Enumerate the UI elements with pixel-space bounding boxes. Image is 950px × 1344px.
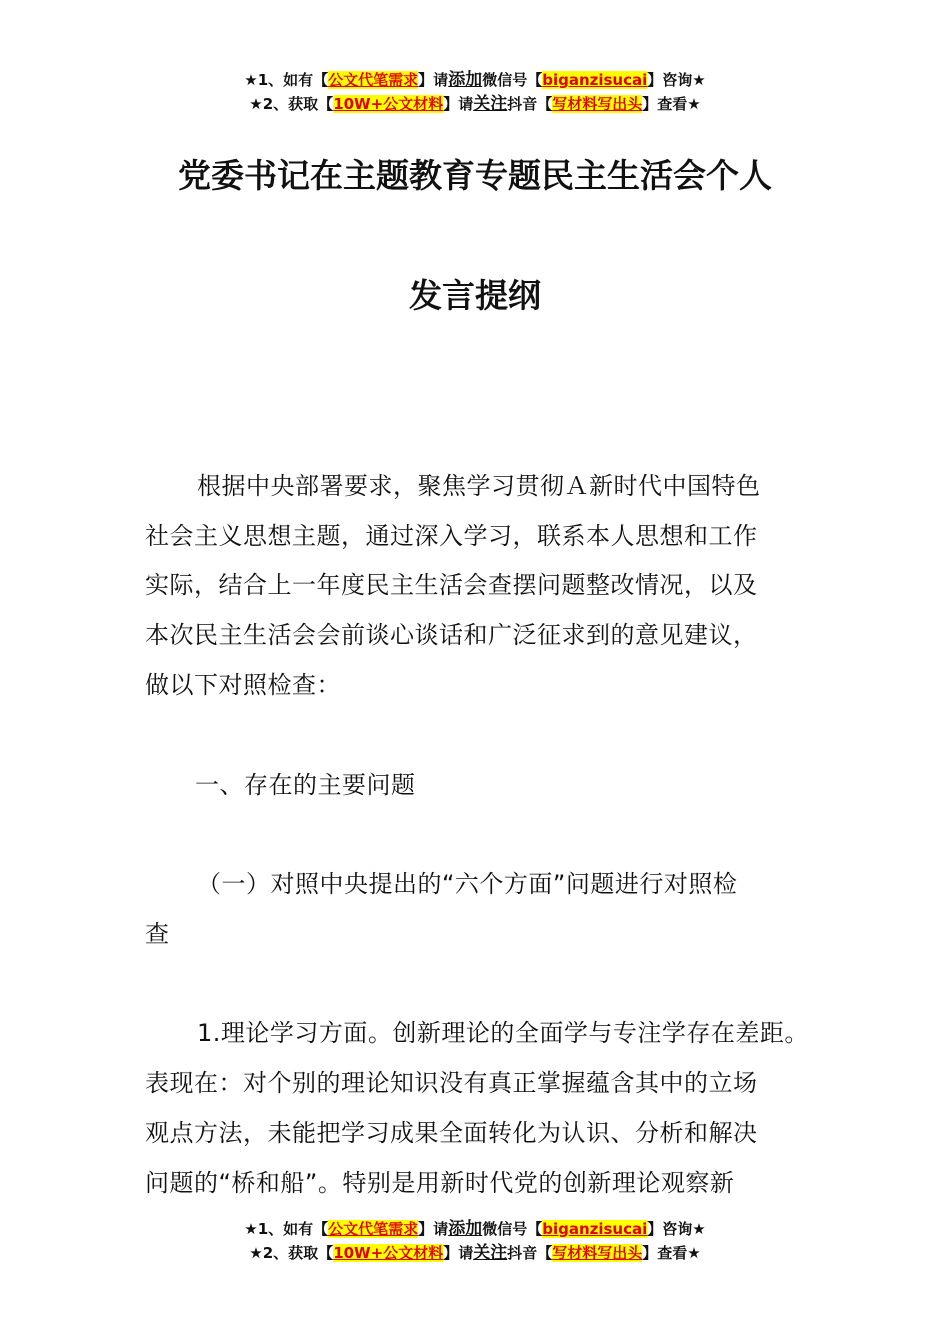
- paragraph-line: 1.理论学习方面。创新理论的全面学与专注学存在差距。: [197, 1019, 809, 1047]
- banner-line-2: ★2、获取【10W+公文材料】请关注抖音【写材料写出头】查看★: [249, 1243, 701, 1263]
- paragraph-line: 本次民主生活会会前谈心谈话和广泛征求到的意见建议，: [145, 621, 758, 649]
- banner-line-2: ★2、获取【10W+公文材料】请关注抖音【写材料写出头】查看★: [249, 94, 701, 114]
- promo-banner-top: [0, 68, 950, 116]
- paragraph-line: 观点方法，未能把学习成果全面转化为认识、分析和解决: [145, 1119, 758, 1147]
- banner-line-1: ★1、如有【公文代笔需求】请添加微信号【biganzisucai】咨询★: [244, 1219, 706, 1239]
- paragraph-line: 根据中央部署要求，聚焦学习贯彻Ａ新时代中国特色: [197, 472, 761, 500]
- paragraph-line: 表现在：对个别的理论知识没有真正掌握蕴含其中的立场: [145, 1069, 758, 1097]
- banner-line-1: ★1、如有【公文代笔需求】请添加微信号【biganzisucai】咨询★: [244, 70, 706, 90]
- paragraph-line: 实际，结合上一年度民主生活会查摆问题整改情况，以及: [145, 571, 758, 599]
- subsection-heading: （一）对照中央提出的“六个方面”问题进行对照检: [197, 870, 738, 898]
- paragraph-line: 问题的“桥和船”。特别是用新时代党的创新理论观察新: [145, 1169, 735, 1197]
- section-heading: 一、存在的主要问题: [195, 771, 416, 799]
- paragraph-line: 做以下对照检查：: [145, 671, 341, 699]
- doc-title-line-1: 党委书记在主题教育专题民主生活会个人: [178, 156, 772, 195]
- paragraph-line: 社会主义思想主题，通过深入学习，联系本人思想和工作: [145, 522, 758, 550]
- promo-banner-bottom: [0, 1217, 950, 1265]
- doc-title-line-2: 发言提纲: [409, 276, 541, 315]
- subsection-heading: 查: [145, 920, 170, 948]
